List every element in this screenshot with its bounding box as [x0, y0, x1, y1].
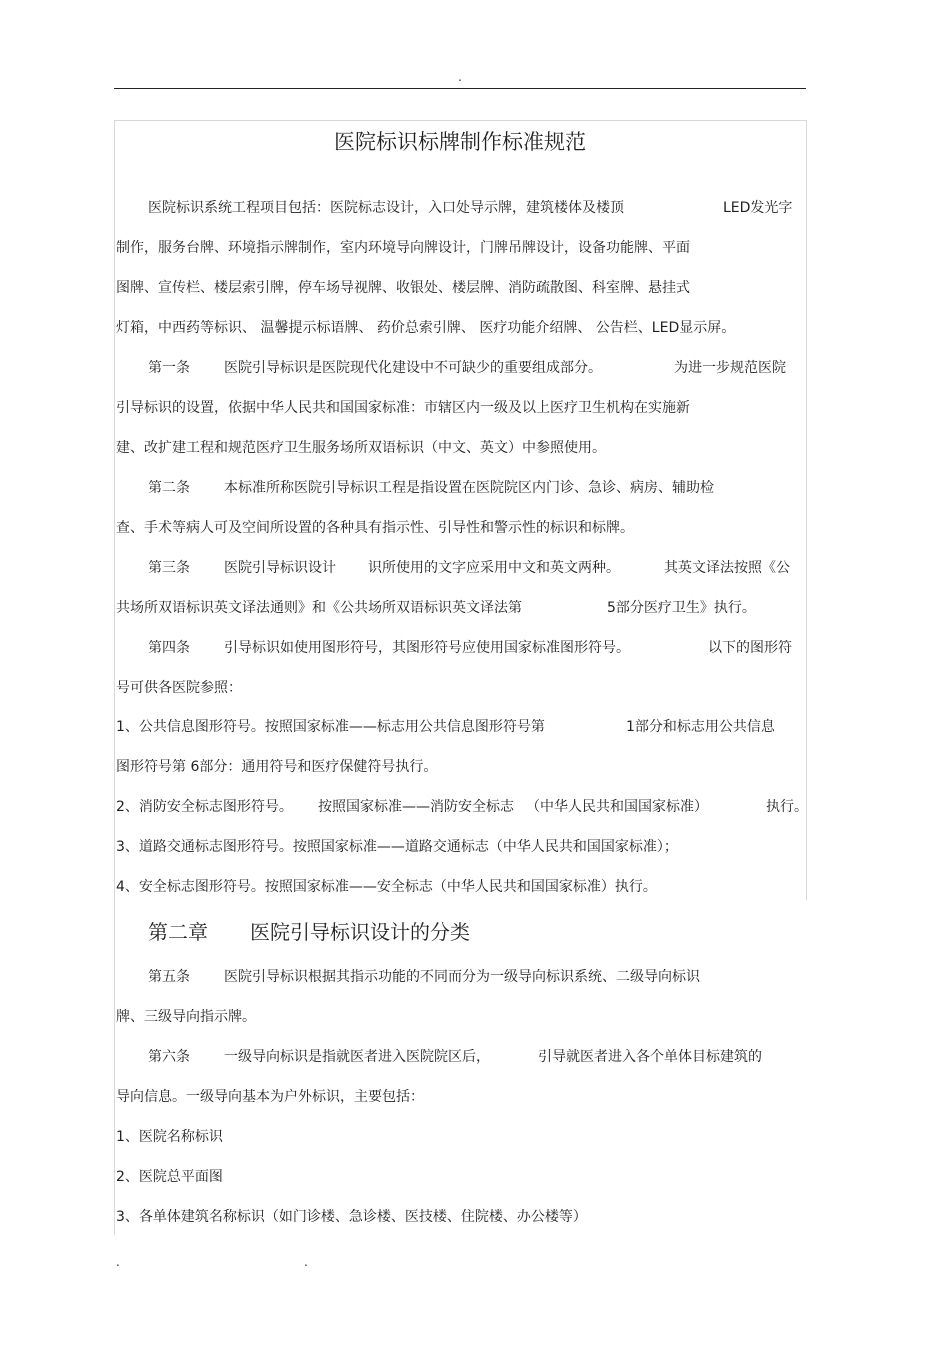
- article-5-label: 第五条: [148, 969, 190, 985]
- article-3-line-1c: 其英文译法按照《公: [664, 560, 790, 576]
- intro-line-3: 图牌、宣传栏、楼层索引牌，停车场导视牌、收银处、楼层牌、消防疏散图、科室牌、悬挂式: [116, 280, 690, 296]
- article-3-line-2a: 共场所双语标识英文译法通则》和《公共场所双语标识英文译法第: [116, 600, 522, 616]
- article-3-label: 第三条: [148, 560, 190, 576]
- article-1-label: 第一条: [148, 360, 190, 376]
- intro-line-1b: LED发光字: [723, 200, 793, 216]
- article-3-line-2b: 5部分医疗卫生》执行。: [607, 600, 756, 616]
- article-3-line-1b: 识所使用的文字应采用中文和英文两种。: [368, 560, 620, 576]
- page-frame-left: [114, 120, 115, 1235]
- article-6-label: 第六条: [148, 1049, 190, 1065]
- list-item-1-cont: 图形符号第 6部分：通用符号和医疗保健符号执行。: [116, 759, 438, 775]
- article-2-label: 第二条: [148, 480, 190, 496]
- document-title: 医院标识标牌制作标准规范: [334, 130, 586, 154]
- footer-dot-left: .: [116, 1255, 120, 1269]
- list2-item-1: 1、医院名称标识: [116, 1129, 223, 1145]
- article-2-line-1-text: 本标准所称医院引导标识工程是指设置在医院院区内门诊、急诊、病房、辅助检: [224, 480, 714, 496]
- intro-line-1a: 医院标识系统工程项目包括：医院标志设计，入口处导示牌，建筑楼体及楼顶: [148, 200, 624, 216]
- article-5-line-2: 牌、三级导向指示牌。: [116, 1009, 256, 1025]
- article-5-line-1-text: 医院引导标识根据其指示功能的不同而分为一级导向标识系统、二级导向标识: [224, 969, 700, 985]
- article-6-line-1b: 引导就医者进入各个单体目标建筑的: [538, 1049, 762, 1065]
- article-4-label: 第四条: [148, 640, 190, 656]
- article-6-line-2: 导向信息。一级导向基本为户外标识，主要包括：: [116, 1089, 424, 1105]
- list-item-2c: （中华人民共和国国家标准）: [526, 799, 708, 815]
- page-frame-right: [806, 120, 807, 900]
- list-item-3: 3、道路交通标志图形符号。按照国家标准——道路交通标志（中华人民共和国国家标准）；: [116, 839, 678, 855]
- article-6-line-1a: 一级导向标识是指就医者进入医院院区后，: [224, 1049, 490, 1065]
- header-rule: [114, 88, 806, 89]
- page-frame-top: [114, 120, 806, 121]
- article-1-line-1a: 医院引导标识是医院现代化建设中不可缺少的重要组成部分。: [224, 360, 602, 376]
- list-item-4: 4、安全标志图形符号。按照国家标准——安全标志（中华人民共和国国家标准）执行。: [116, 879, 657, 895]
- intro-line-4: 灯箱，中西药等标识、 温馨提示标语牌、 药价总索引牌、 医疗功能介绍牌、 公告栏、LED显示屏。: [116, 320, 736, 336]
- article-1-line-1b: 为进一步规范医院: [674, 360, 786, 376]
- list-item-1b: 1部分和标志用公共信息: [626, 719, 775, 735]
- article-2-line-2: 查、手术等病人可及空间所设置的各种具有指示性、引导性和警示性的标识和标牌。: [116, 520, 634, 536]
- chapter-2-title: 医院引导标识设计的分类: [250, 920, 470, 944]
- article-4-line-1b: 以下的图形符: [708, 640, 792, 656]
- article-4-line-2: 号可供各医院参照：: [116, 680, 242, 696]
- chapter-2-label: 第二章: [148, 920, 208, 944]
- article-1-line-3: 建、改扩建工程和规范医疗卫生服务场所双语标识（中文、英文）中参照使用。: [116, 440, 606, 456]
- article-1-line-2: 引导标识的设置，依据中华人民共和国国家标准：市辖区内一级及以上医疗卫生机构在实施新: [116, 400, 690, 416]
- list2-item-2: 2、医院总平面图: [116, 1169, 223, 1185]
- list-item-2d: 执行。: [766, 799, 808, 815]
- article-3-line-1a: 医院引导标识设计: [224, 560, 336, 576]
- header-dot: .: [458, 70, 462, 84]
- intro-line-2: 制作，服务台牌、环境指示牌制作，室内环境导向牌设计，门牌吊牌设计，设备功能牌、平面: [116, 240, 690, 256]
- list-item-1a: 1、公共信息图形符号。按照国家标准——标志用公共信息图形符号第: [116, 719, 545, 735]
- footer-dot-right: .: [304, 1255, 308, 1269]
- article-4-line-1a: 引导标识如使用图形符号，其图形符号应使用国家标准图形符号。: [224, 640, 630, 656]
- list-item-2a: 2、消防安全标志图形符号。: [116, 799, 293, 815]
- list2-item-3: 3、各单体建筑名称标识（如门诊楼、急诊楼、医技楼、住院楼、办公楼等）: [116, 1209, 587, 1225]
- list-item-2b: 按照国家标准——消防安全标志: [318, 799, 514, 815]
